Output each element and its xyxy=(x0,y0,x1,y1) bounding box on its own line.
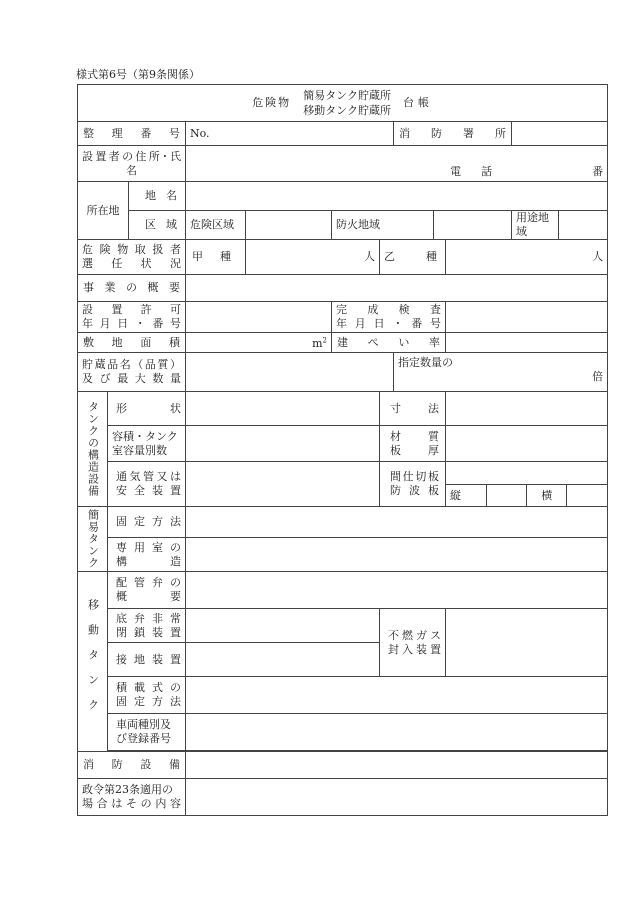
otsushu-nin: 人 xyxy=(592,250,604,263)
setchi-kyoka-field[interactable] xyxy=(186,302,332,333)
senyoshitsu-line2: 構造 xyxy=(116,554,181,568)
ido-tank-label: 移動タンク xyxy=(78,572,108,752)
zaishitsu-field[interactable] xyxy=(446,426,608,462)
chimei-label: 地名 xyxy=(129,182,186,211)
tate-label: 縦 xyxy=(446,485,486,507)
senyoshitsu-field[interactable] xyxy=(186,538,608,572)
seirei23-label xyxy=(78,779,186,816)
title-cell xyxy=(78,85,608,122)
seiri-bango-field[interactable] xyxy=(186,122,394,146)
toriatsukaisha-line1: 危険物取扱者 xyxy=(82,243,181,256)
zaishitsu-label xyxy=(380,426,446,462)
setchisha-line1: 設置者の住所･氏 xyxy=(82,149,181,163)
funen-gas-line1: 不燃ガス xyxy=(388,628,441,642)
seirei23-line2: 場合はその内容 xyxy=(82,797,181,810)
haikan-line1: 配管弁の xyxy=(116,576,181,589)
shikichi-menseki-label: 敷地面積 xyxy=(78,333,186,353)
shobosho-label: 消防署所 xyxy=(394,122,512,146)
seirei23-line1: 政令第23条適用の xyxy=(82,783,173,796)
haikan-line2: 概要 xyxy=(116,590,181,603)
toriatsukaisha-line2: 選任状況 xyxy=(82,257,181,270)
otsushu-label: 乙種 xyxy=(380,240,446,275)
tate-field[interactable] xyxy=(486,485,526,507)
yoseki-line2: 室容量別数 xyxy=(112,443,167,457)
shikiri-field[interactable] xyxy=(446,462,608,507)
yoto-chiiki-field[interactable] xyxy=(559,211,608,240)
tsuki-kan-field[interactable] xyxy=(186,462,380,507)
shobosho-field[interactable] xyxy=(512,122,608,146)
kuiki-label: 区域 xyxy=(129,211,186,240)
setchi-kyoka-line1: 設置許可 xyxy=(82,303,181,316)
kenpeiritsu-field[interactable] xyxy=(446,333,608,353)
title-suffix: 台帳 xyxy=(402,96,433,109)
tsuki-kan-line1: 通気管又は xyxy=(116,470,181,483)
sekisaishiki-label xyxy=(108,677,186,714)
shikiri-subtable xyxy=(446,462,607,506)
funen-gas-line2: 封入装置 xyxy=(388,642,441,656)
ledger-table xyxy=(77,84,608,816)
yoto-chiiki-label: 用途地域 xyxy=(512,211,559,240)
m2-unit: $m^2$ xyxy=(312,336,327,351)
senyoshitsu-line1: 専用室の xyxy=(116,540,181,554)
shozaichi-label: 所在地 xyxy=(78,182,129,240)
shikiri-label xyxy=(380,462,446,507)
setchi-kyoka-label xyxy=(78,302,186,333)
sharyo-line1: 車両種別及 xyxy=(116,718,171,731)
boka-chiiki-label: 防火地域 xyxy=(332,211,434,240)
kansei-kensa-line1: 完成検査 xyxy=(336,303,441,316)
sekisaishiki-line2: 固定方法 xyxy=(116,695,181,708)
haikan-label xyxy=(108,572,186,609)
seirei23-field[interactable] xyxy=(186,779,608,816)
chozo-hinmei-line2: 及び最大数量 xyxy=(82,372,181,385)
senyoshitsu-label xyxy=(108,538,186,572)
kiken-kuiki-field[interactable] xyxy=(246,211,332,240)
yoseki-line1: 容積・タンク xyxy=(112,429,178,443)
keijo-label: 形状 xyxy=(108,392,186,426)
bai-label: 倍 xyxy=(592,370,604,383)
sharyo-line2: び登録番号 xyxy=(116,732,171,745)
koshu-field[interactable] xyxy=(246,240,380,275)
zaishitsu-line1: 材質 xyxy=(390,429,439,443)
koshu-label: 甲種 xyxy=(186,240,246,275)
kenpeiritsu-label: 建ぺい率 xyxy=(332,333,446,353)
setchi-kyoka-line2: 年月日・番号 xyxy=(82,317,181,330)
denwa-label: 電話 xyxy=(450,165,513,178)
kotei-hoho-label: 固定方法 xyxy=(108,507,186,538)
haikan-field[interactable] xyxy=(186,572,608,609)
shobo-setsubi-field[interactable] xyxy=(186,752,608,779)
teiben-label xyxy=(108,609,186,643)
zaishitsu-line2: 板厚 xyxy=(390,443,439,457)
teiben-field[interactable] xyxy=(186,609,380,643)
title-line2: 移動タンク貯蔵所 xyxy=(303,104,391,117)
yoko-field[interactable] xyxy=(567,485,607,507)
teiben-line1: 底弁非常 xyxy=(116,611,181,625)
no-label: No. xyxy=(190,126,210,140)
jigyo-gaiyo-field[interactable] xyxy=(186,275,608,302)
setchisha-label xyxy=(78,146,186,182)
yoko-label: 横 xyxy=(527,485,567,507)
shobo-setsubi-label: 消防設備 xyxy=(78,752,186,779)
chozo-hinmei-label xyxy=(78,353,186,392)
boka-chiiki-field[interactable] xyxy=(434,211,512,240)
funen-gas-field[interactable] xyxy=(446,609,608,677)
chozo-hinmei-field[interactable] xyxy=(186,353,394,392)
form-caption: 様式第6号（第9条関係） xyxy=(76,68,200,81)
keijo-field[interactable] xyxy=(186,392,380,426)
yoseki-field[interactable] xyxy=(186,426,380,462)
kan-i-tank-label: 簡易タンク xyxy=(78,507,108,572)
setchisha-field[interactable] xyxy=(186,146,608,182)
shikiri-line1: 間仕切板 xyxy=(390,470,439,483)
sharyo-label xyxy=(108,714,186,751)
teiben-line2: 閉鎖装置 xyxy=(116,625,181,639)
shikiri-line2: 防波板 xyxy=(390,484,439,497)
sunpo-label: 寸法 xyxy=(380,392,446,426)
shikichi-menseki-field[interactable] xyxy=(186,333,332,353)
tsuki-kan-label xyxy=(108,462,186,507)
kansei-kensa-line2: 年月日・番号 xyxy=(336,317,441,330)
sekisaishiki-field[interactable] xyxy=(186,677,608,714)
shikiri-upper[interactable] xyxy=(446,462,607,485)
kansei-kensa-label xyxy=(332,302,446,333)
funen-gas-label xyxy=(380,609,446,677)
setchi-sochi-label: 接地装置 xyxy=(108,643,186,677)
setchisha-line2: 名 xyxy=(126,163,137,177)
kotei-hoho-field[interactable] xyxy=(186,507,608,538)
sekisaishiki-line1: 積載式の xyxy=(116,681,181,694)
yoseki-label xyxy=(108,426,186,462)
tank-kozo-label: タンクの構造設備 xyxy=(78,392,108,507)
title-line1: 簡易タンク貯蔵所 xyxy=(303,89,391,102)
jigyo-gaiyo-label: 事業の概要 xyxy=(78,275,186,302)
kansei-kensa-field[interactable] xyxy=(446,302,608,333)
title-prefix: 危険物 xyxy=(252,96,292,109)
sunpo-field[interactable] xyxy=(446,392,608,426)
seiri-bango-label: 整理番号 xyxy=(78,122,186,146)
chozo-hinmei-line1: 貯蔵品名（品質） xyxy=(82,358,181,371)
ban-label: 番 xyxy=(592,165,604,178)
shitei-suryo-label: 指定数量の xyxy=(398,356,453,369)
kiken-kuiki-label: 危険区域 xyxy=(186,211,246,240)
toriatsukaisha-label xyxy=(78,240,186,275)
tsuki-kan-line2: 安全装置 xyxy=(116,484,181,497)
sharyo-field[interactable] xyxy=(186,714,608,751)
otsushu-field[interactable] xyxy=(446,240,608,275)
chimei-field[interactable] xyxy=(186,182,608,211)
koshu-nin: 人 xyxy=(364,250,375,263)
shitei-suryo-field[interactable] xyxy=(394,353,608,392)
setchi-sochi-field[interactable] xyxy=(186,643,380,677)
